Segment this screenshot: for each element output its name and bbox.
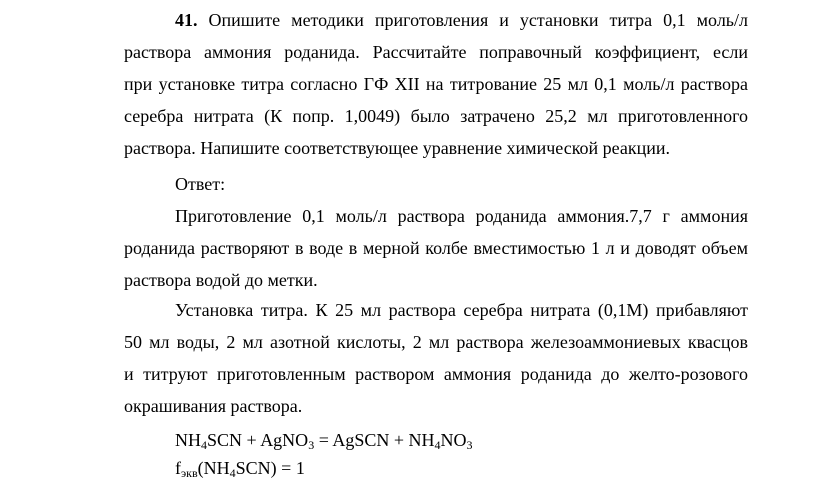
equation-product-2: $NH_4NO_3$ — [408, 430, 473, 452]
equation-equals: = — [314, 430, 333, 450]
question-line-4: серебра нитрата (К попр. 1,0049) было затрачено 25,2 мл приготовленного — [124, 106, 748, 126]
question-line-1 — [175, 8, 748, 32]
equation-reactant-1: $NH_4SCN$ — [175, 430, 243, 452]
equation-plus-2: + — [389, 430, 409, 450]
question-number: 41. — [175, 10, 198, 30]
titration-line-4: окрашивания раствора. — [124, 396, 303, 416]
equation-plus-1: + — [242, 430, 261, 450]
preparation-line-2: роданида растворяют в воде в мерной колбе вместимостью 1 л и доводят объем — [124, 238, 748, 258]
preparation-line-3: раствора водой до метки. — [124, 270, 318, 290]
question-line-5: раствора. Напишите соответствующее уравнение химической реакции. — [124, 138, 670, 158]
equivalence-factor: $f_{экв}(NH_4SCN) = 1$ — [175, 458, 305, 480]
question-line-2: раствора аммония роданида. Рассчитайте поправочный коэффициент, если — [124, 42, 748, 62]
preparation-line-1: Приготовление 0,1 моль/л раствора роданида аммония.7,7 г аммония — [175, 206, 748, 226]
titration-line-1: Установка титра. К 25 мл раствора серебра нитрата (0,1М) прибавляют — [175, 300, 748, 320]
question-line-3: при установке титра согласно ГФ XII на титрование 25 мл 0,1 моль/л раствора — [124, 74, 748, 94]
answer-label: Ответ: — [175, 174, 226, 194]
titration-line-2: 50 мл воды, 2 мл азотной кислоты, 2 мл раствора железоаммониевых квасцов — [124, 332, 748, 352]
question-text-1: Опишите методики приготовления и установки титра 0,1 моль/л — [208, 10, 748, 30]
titration-line-3: и титруют приготовленным раствором аммония роданида до желто-розового — [124, 364, 748, 384]
equation-product-1: AgSCN — [332, 430, 390, 450]
equation-reactant-2: AgNO$_3$ — [260, 430, 315, 452]
reaction-equation — [175, 428, 748, 452]
